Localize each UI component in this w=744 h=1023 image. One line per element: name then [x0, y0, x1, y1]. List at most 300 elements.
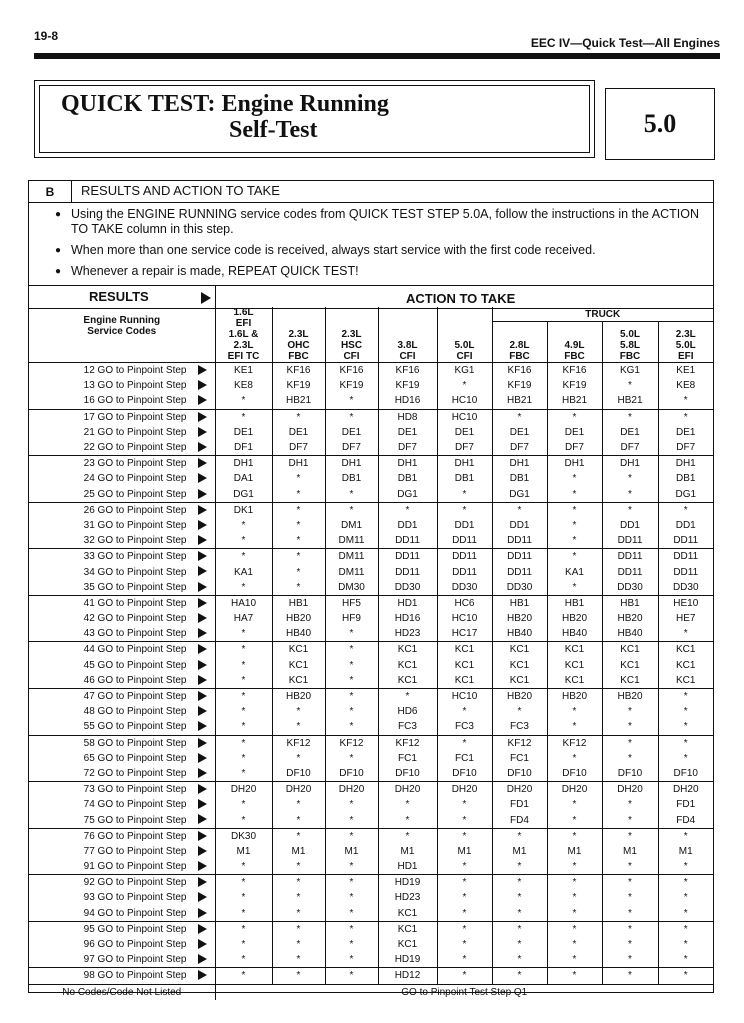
action-cell: * [272, 719, 325, 735]
service-code-cell: 24 GO to Pinpoint Step [29, 471, 215, 486]
table-row [29, 456, 713, 472]
service-code-cell: 95 GO to Pinpoint Step [29, 921, 215, 937]
action-cell: * [215, 658, 272, 673]
action-cell: HD1 [378, 859, 437, 875]
service-code-cell: 17 GO to Pinpoint Step [29, 409, 215, 425]
action-cell: * [547, 797, 602, 812]
action-cell: DM30 [325, 580, 378, 596]
action-cell: DM1 [325, 518, 378, 533]
table-row [29, 812, 713, 828]
action-cell: * [547, 719, 602, 735]
table-row [29, 642, 713, 658]
action-cell: * [215, 719, 272, 735]
action-cell: HB20 [602, 611, 658, 626]
action-cell: DD1 [492, 518, 547, 533]
arrow-right-icon [198, 535, 207, 545]
table-row [29, 921, 713, 937]
action-cell: * [547, 518, 602, 533]
engine-column-header: 4.9L FBC [547, 322, 602, 363]
action-cell: DB1 [437, 471, 492, 486]
instruction-list [55, 207, 705, 285]
action-cell: HB20 [272, 688, 325, 704]
action-cell: * [272, 812, 325, 828]
service-code-cell: 55 GO to Pinpoint Step [29, 719, 215, 735]
action-cell: DB1 [325, 471, 378, 486]
action-cell: * [658, 859, 713, 875]
action-cell: * [658, 704, 713, 719]
action-cell: HD6 [378, 704, 437, 719]
action-cell: * [437, 952, 492, 968]
action-cell: * [215, 626, 272, 642]
action-cell: FC1 [492, 751, 547, 766]
action-cell: HE10 [658, 595, 713, 611]
action-cell: * [547, 890, 602, 905]
action-cell: * [325, 393, 378, 409]
action-cell: * [325, 937, 378, 952]
table-row [29, 564, 713, 579]
action-cell: HA10 [215, 595, 272, 611]
action-cell: DD11 [437, 564, 492, 579]
action-cell: DD30 [658, 580, 713, 596]
action-cell: * [215, 533, 272, 549]
section-title: RESULTS AND ACTION TO TAKE [81, 183, 280, 198]
action-cell: HC10 [437, 393, 492, 409]
action-cell: * [325, 828, 378, 844]
action-cell: * [215, 859, 272, 875]
action-cell: KC1 [547, 673, 602, 689]
service-code-cell: 33 GO to Pinpoint Step [29, 549, 215, 565]
action-cell: * [215, 906, 272, 922]
action-cell: DH20 [272, 782, 325, 798]
action-cell: KG1 [437, 363, 492, 379]
table-row [29, 611, 713, 626]
page-number: 19-8 [34, 29, 59, 43]
action-cell: * [547, 906, 602, 922]
service-code-cell: 48 GO to Pinpoint Step [29, 704, 215, 719]
arrow-right-icon [198, 892, 207, 902]
action-cell: HF5 [325, 595, 378, 611]
action-cell: KF19 [492, 378, 547, 393]
arrow-right-icon [198, 675, 207, 685]
action-cell: KF16 [492, 363, 547, 379]
arrow-right-icon [198, 691, 207, 701]
action-cell: * [658, 875, 713, 891]
action-cell: * [658, 828, 713, 844]
action-cell: KC1 [272, 673, 325, 689]
action-cell: * [325, 704, 378, 719]
action-cell: KC1 [437, 658, 492, 673]
action-cell: FC3 [492, 719, 547, 735]
service-code-cell: 22 GO to Pinpoint Step [29, 440, 215, 456]
arrow-right-icon [198, 738, 207, 748]
action-cell: * [215, 673, 272, 689]
table-row [29, 797, 713, 812]
action-cell: KF16 [547, 363, 602, 379]
action-cell: DD11 [492, 564, 547, 579]
action-cell: * [547, 471, 602, 486]
action-cell: * [602, 906, 658, 922]
results-label: RESULTS [89, 289, 149, 304]
action-cell: * [658, 719, 713, 735]
service-code-cell: 12 GO to Pinpoint Step [29, 363, 215, 379]
action-cell: KE1 [215, 363, 272, 379]
engine-column-header: 5.0L 5.8L FBC [602, 322, 658, 363]
action-cell: DD11 [437, 533, 492, 549]
table-row [29, 580, 713, 596]
action-cell: DD11 [658, 533, 713, 549]
arrow-right-icon [198, 831, 207, 841]
action-cell: * [658, 409, 713, 425]
action-cell: DH1 [215, 456, 272, 472]
action-cell: DF7 [658, 440, 713, 456]
table-row [29, 502, 713, 518]
table-row [29, 518, 713, 533]
table-row [29, 595, 713, 611]
arrow-right-icon [198, 660, 207, 670]
action-cell: KC1 [492, 673, 547, 689]
action-cell: * [547, 487, 602, 503]
service-code-cell: 45 GO to Pinpoint Step [29, 658, 215, 673]
action-cell: * [492, 937, 547, 952]
action-cell: * [215, 875, 272, 891]
engine-column-header: 3.8L CFI [378, 307, 437, 363]
table-row [29, 440, 713, 456]
action-cell: DG1 [215, 487, 272, 503]
action-cell: * [602, 719, 658, 735]
action-cell: * [437, 859, 492, 875]
action-cell: * [325, 812, 378, 828]
service-code-cell: 35 GO to Pinpoint Step [29, 580, 215, 596]
action-cell: KC1 [658, 642, 713, 658]
action-cell: * [602, 968, 658, 984]
service-code-cell: 73 GO to Pinpoint Step [29, 782, 215, 798]
action-cell: DD1 [602, 518, 658, 533]
action-cell: KC1 [492, 642, 547, 658]
action-cell: * [602, 828, 658, 844]
action-cell: * [492, 704, 547, 719]
action-cell: DD1 [437, 518, 492, 533]
service-code-cell: 97 GO to Pinpoint Step [29, 952, 215, 968]
action-cell: * [272, 797, 325, 812]
action-cell: DH1 [378, 456, 437, 472]
action-cell: KC1 [547, 642, 602, 658]
action-cell: HD16 [378, 611, 437, 626]
action-cell: DF7 [602, 440, 658, 456]
arrow-right-icon [198, 395, 207, 405]
action-cell: * [272, 828, 325, 844]
action-cell: DD11 [658, 549, 713, 565]
action-cell: DE1 [378, 425, 437, 440]
action-cell: * [215, 766, 272, 782]
action-cell: HB1 [492, 595, 547, 611]
action-cell: * [272, 751, 325, 766]
action-cell: * [325, 487, 378, 503]
arrow-right-icon [198, 753, 207, 763]
action-cell: * [272, 502, 325, 518]
service-code-cell: 13 GO to Pinpoint Step [29, 378, 215, 393]
table-row [29, 409, 713, 425]
action-cell: * [272, 518, 325, 533]
service-code-cell: 21 GO to Pinpoint Step [29, 425, 215, 440]
action-cell: DH20 [547, 782, 602, 798]
action-cell: * [437, 937, 492, 952]
action-cell: * [325, 409, 378, 425]
action-cell: * [325, 658, 378, 673]
action-cell: HB20 [547, 688, 602, 704]
service-code-cell: 23 GO to Pinpoint Step [29, 456, 215, 472]
action-cell: * [325, 751, 378, 766]
action-cell: * [215, 968, 272, 984]
action-cell: * [215, 393, 272, 409]
table-row [29, 487, 713, 503]
action-cell: DG1 [658, 487, 713, 503]
action-cell: * [602, 797, 658, 812]
action-cell: * [547, 580, 602, 596]
action-cell: * [215, 921, 272, 937]
action-cell: M1 [547, 844, 602, 859]
arrow-right-icon [198, 644, 207, 654]
arrow-right-icon [198, 442, 207, 452]
action-cell: DD11 [437, 549, 492, 565]
action-cell: * [437, 378, 492, 393]
service-code-cell: 31 GO to Pinpoint Step [29, 518, 215, 533]
action-cell: * [272, 471, 325, 486]
action-cell: * [547, 751, 602, 766]
service-code-cell: 43 GO to Pinpoint Step [29, 626, 215, 642]
service-code-cell: 65 GO to Pinpoint Step [29, 751, 215, 766]
table-footer-row [29, 984, 713, 1000]
arrow-right-icon [198, 582, 207, 592]
action-cell: * [437, 487, 492, 503]
action-cell: * [215, 797, 272, 812]
action-cell: KC1 [378, 937, 437, 952]
action-cell: * [547, 533, 602, 549]
action-cell: * [602, 812, 658, 828]
action-cell: KE1 [658, 363, 713, 379]
arrow-right-icon [198, 520, 207, 530]
action-cell: * [378, 502, 437, 518]
engine-column-header: 2.3L HSC CFI [325, 307, 378, 363]
action-cell: * [602, 751, 658, 766]
table-row [29, 782, 713, 798]
action-cell: * [272, 937, 325, 952]
action-cell: KC1 [658, 673, 713, 689]
action-cell: DD11 [492, 533, 547, 549]
action-cell: * [437, 502, 492, 518]
action-cell: M1 [658, 844, 713, 859]
service-code-cell: 72 GO to Pinpoint Step [29, 766, 215, 782]
action-cell: KC1 [492, 658, 547, 673]
action-cell: * [272, 564, 325, 579]
action-cell: DD11 [602, 533, 658, 549]
table-row [29, 626, 713, 642]
page-title-line1: QUICK TEST: Engine Running [61, 91, 389, 117]
action-cell: DB1 [658, 471, 713, 486]
page-title-line2: Self-Test [229, 117, 318, 143]
action-cell: KC1 [437, 642, 492, 658]
action-cell: HB1 [602, 595, 658, 611]
action-cell: DD30 [602, 580, 658, 596]
action-cell: HB20 [272, 611, 325, 626]
action-cell: * [547, 812, 602, 828]
action-cell: * [602, 890, 658, 905]
action-cell: * [325, 502, 378, 518]
service-code-cell: 42 GO to Pinpoint Step [29, 611, 215, 626]
table-row [29, 751, 713, 766]
action-cell: FD4 [492, 812, 547, 828]
arrow-right-icon [198, 924, 207, 934]
action-cell: KF19 [272, 378, 325, 393]
action-cell: * [492, 828, 547, 844]
code-column-header: Engine Running Service Codes [29, 307, 215, 363]
action-cell: M1 [325, 844, 378, 859]
action-cell: * [437, 890, 492, 905]
action-cell: * [325, 906, 378, 922]
action-cell: * [215, 642, 272, 658]
service-code-cell: 93 GO to Pinpoint Step [29, 890, 215, 905]
table-row [29, 378, 713, 393]
arrow-right-icon [198, 427, 207, 437]
table-row [29, 844, 713, 859]
arrow-right-icon [198, 877, 207, 887]
action-cell: * [658, 937, 713, 952]
service-code-cell: 25 GO to Pinpoint Step [29, 487, 215, 503]
action-cell: * [325, 642, 378, 658]
table-row [29, 393, 713, 409]
action-cell: DE1 [215, 425, 272, 440]
action-cell: * [325, 719, 378, 735]
action-cell: HC10 [437, 611, 492, 626]
action-cell: * [437, 921, 492, 937]
section-divider [71, 202, 713, 203]
action-cell: DG1 [378, 487, 437, 503]
action-cell: * [272, 921, 325, 937]
arrow-right-icon [198, 412, 207, 422]
service-code-cell: 75 GO to Pinpoint Step [29, 812, 215, 828]
action-cell: DE1 [492, 425, 547, 440]
action-cell: DA1 [215, 471, 272, 486]
action-cell: HB20 [492, 688, 547, 704]
action-cell: * [215, 952, 272, 968]
action-cell: HB40 [547, 626, 602, 642]
action-cell: KF12 [378, 735, 437, 751]
arrow-right-icon [198, 613, 207, 623]
truck-group-header: TRUCK [492, 307, 713, 322]
action-cell: KC1 [602, 642, 658, 658]
action-cell: * [215, 890, 272, 905]
action-cell: * [547, 409, 602, 425]
action-cell: HD19 [378, 875, 437, 891]
engine-column-header: 1.6L EFI 1.6L & 2.3L EFI TC [215, 307, 272, 363]
service-code-cell: 58 GO to Pinpoint Step [29, 735, 215, 751]
action-cell: HE7 [658, 611, 713, 626]
action-cell: * [325, 626, 378, 642]
action-cell: KF19 [378, 378, 437, 393]
arrow-right-icon [201, 292, 211, 304]
arrow-right-icon [198, 784, 207, 794]
action-cell: * [658, 502, 713, 518]
engine-column-header: 2.3L 5.0L EFI [658, 322, 713, 363]
action-cell: * [437, 968, 492, 984]
service-code-cell: 32 GO to Pinpoint Step [29, 533, 215, 549]
service-code-cell: 96 GO to Pinpoint Step [29, 937, 215, 952]
action-cell: KF12 [492, 735, 547, 751]
service-code-cell: 98 GO to Pinpoint Step [29, 968, 215, 984]
action-cell: DD30 [378, 580, 437, 596]
action-cell: DF7 [437, 440, 492, 456]
action-cell: * [325, 688, 378, 704]
instruction-bullet: ● Whenever a repair is made, REPEAT QUICK TEST! [55, 264, 705, 279]
action-cell: HD23 [378, 626, 437, 642]
service-code-cell: 47 GO to Pinpoint Step [29, 688, 215, 704]
action-cell: DE1 [325, 425, 378, 440]
action-cell: DF1 [215, 440, 272, 456]
arrow-right-icon [198, 861, 207, 871]
action-cell: * [658, 626, 713, 642]
action-cell: * [602, 952, 658, 968]
action-cell: DE1 [272, 425, 325, 440]
service-code-cell: 41 GO to Pinpoint Step [29, 595, 215, 611]
action-cell: * [215, 735, 272, 751]
action-cell: HD19 [378, 952, 437, 968]
action-cell: * [547, 859, 602, 875]
action-cell: HC10 [437, 409, 492, 425]
action-cell: HC17 [437, 626, 492, 642]
action-cell: * [602, 471, 658, 486]
action-cell: KC1 [378, 658, 437, 673]
action-cell: DH1 [437, 456, 492, 472]
action-cell: DK1 [215, 502, 272, 518]
action-cell: M1 [492, 844, 547, 859]
action-cell: DD11 [378, 549, 437, 565]
action-cell: DH20 [437, 782, 492, 798]
action-cell: * [437, 906, 492, 922]
action-cell: KF12 [272, 735, 325, 751]
table-row [29, 363, 713, 379]
action-cell: M1 [437, 844, 492, 859]
action-cell: KC1 [602, 673, 658, 689]
action-cell: KA1 [215, 564, 272, 579]
action-cell: KC1 [378, 642, 437, 658]
action-cell: FC1 [437, 751, 492, 766]
engine-column-header: 2.8L FBC [492, 322, 547, 363]
results-section [28, 180, 714, 998]
action-cell: * [272, 968, 325, 984]
action-cell: DD11 [492, 549, 547, 565]
action-cell: * [492, 921, 547, 937]
action-cell: * [658, 952, 713, 968]
action-cell: DH1 [658, 456, 713, 472]
action-cell: * [547, 502, 602, 518]
action-cell: * [602, 409, 658, 425]
service-code-cell: 94 GO to Pinpoint Step [29, 906, 215, 922]
arrow-right-icon [198, 814, 207, 824]
action-cell: * [602, 875, 658, 891]
action-cell: DH1 [547, 456, 602, 472]
action-cell: KC1 [378, 673, 437, 689]
action-cell: KF16 [272, 363, 325, 379]
action-cell: HB40 [602, 626, 658, 642]
action-cell: DB1 [492, 471, 547, 486]
table-row [29, 735, 713, 751]
action-cell: HC10 [437, 688, 492, 704]
action-cell: * [325, 968, 378, 984]
arrow-right-icon [198, 551, 207, 561]
action-cell: * [658, 751, 713, 766]
action-cell: * [215, 937, 272, 952]
action-cell: FD1 [658, 797, 713, 812]
action-cell: * [547, 937, 602, 952]
